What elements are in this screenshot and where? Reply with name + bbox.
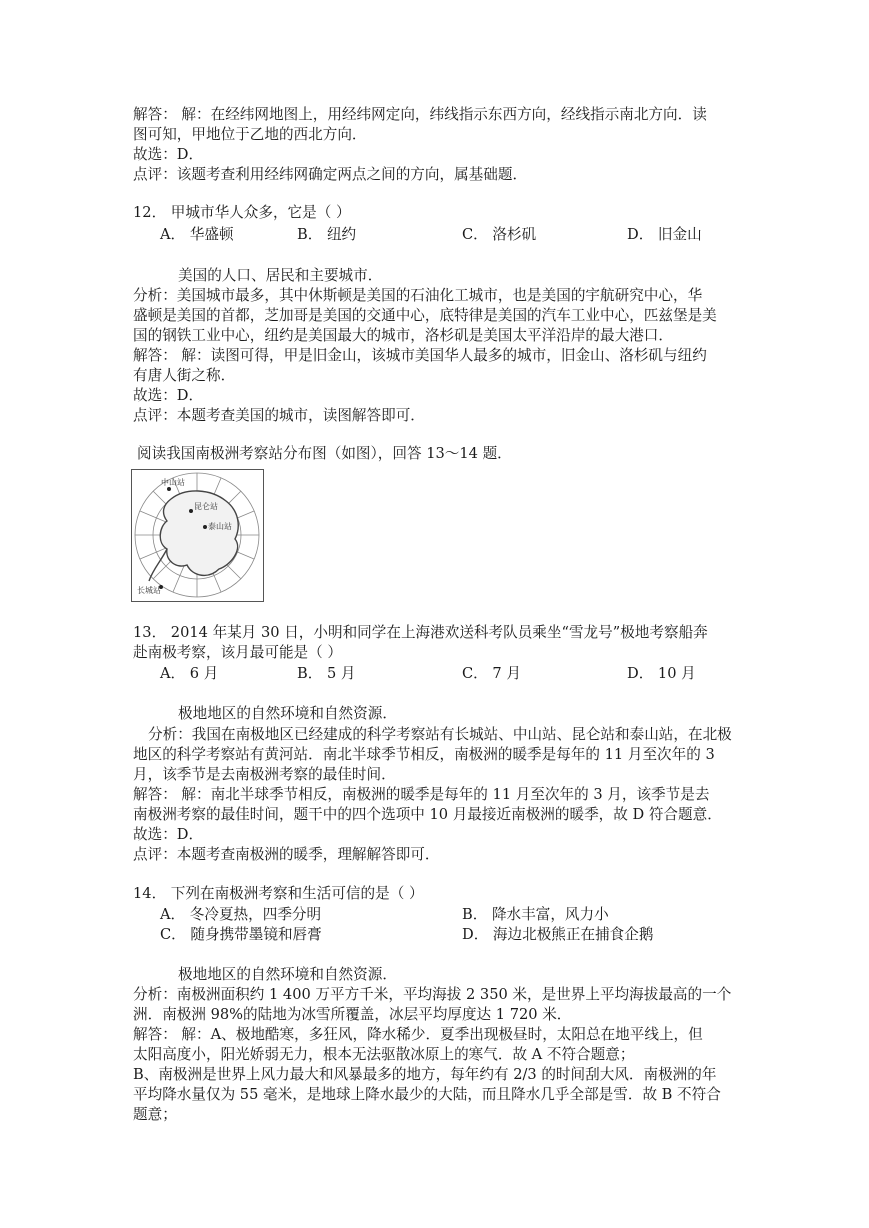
q12-answer-line-1: 解答： 解：读图可得，甲是旧金山，该城市美国华人最多的城市，旧金山、洛杉矶与纽约 <box>133 347 707 364</box>
q14-analysis-line-1: 分析：南极洲面积约 1 400 万平方千米，平均海拔 2 350 米，是世界上平均海拔最高的一个 <box>133 986 732 1003</box>
q13-comment: 点评：本题考查南极洲的暖季，理解解答即可． <box>133 846 440 863</box>
q14-option-b: B． 降水丰富，风力小 <box>462 906 609 923</box>
q13-choice: 故选：D． <box>133 826 204 843</box>
q12-analysis-line-2: 盛顿是美国的首都，芝加哥是美国的交通中心，底特律是美国的汽车工业中心，匹兹堡是美 <box>133 307 717 324</box>
q12-option-a: A． 华盛顿 <box>160 226 234 243</box>
q13-topic: 极地地区的自然环境和自然资源． <box>178 705 397 722</box>
q14-option-c: C． 随身携带墨镜和唇膏 <box>160 926 322 943</box>
q14-answer-line-4: 平均降水量仅为 55 毫米，是地球上降水最少的大陆，而且降水几乎全部是雪．故 B 不符合 <box>133 1086 721 1103</box>
q12-option-c: C． 洛杉矶 <box>462 226 537 243</box>
q14-answer-line-3: B、南极洲是世界上风力最大和风暴最多的地方，每年约有 2/3 的时间刮大风．南极洲的年 <box>133 1066 717 1083</box>
q13-analysis-line-1: 分析：我国在南极地区已经建成的科学考察站有长城站、中山站、昆仑站和泰山站，在北极 <box>148 726 732 743</box>
q12-topic: 美国的人口、居民和主要城市． <box>178 267 383 284</box>
q13-answer-line-1: 解答： 解：南北半球季节相反，南极洲的暖季是每年的 11 月至次年的 3 月，该季节是去 <box>133 786 710 803</box>
q12-option-d: D． 旧金山 <box>627 226 702 243</box>
q13-option-b: B． 5 月 <box>297 665 356 682</box>
q14-answer-line-5: 题意； <box>133 1106 177 1123</box>
q12-answer-line-2: 有唐人街之称． <box>133 367 236 384</box>
q14-answer-line-1: 解答： 解：A、极地酷寒，多狂风，降水稀少．夏季出现极昼时，太阳总在地平线上，但 <box>133 1026 703 1043</box>
q12-stem: 12． 甲城市华人众多，它是（ ） <box>133 204 351 221</box>
q14-option-a: A． 冬冷夏热，四季分明 <box>160 906 322 923</box>
q11-answer-line-1: 解答： 解：在经纬网地图上，用经纬网定向，纬线指示东西方向，经线指示南北方向．读 <box>133 106 707 123</box>
q14-answer-line-2: 太阳高度小，阳光娇弱无力，根本无法驱散冰原上的寒气．故 A 不符合题意； <box>133 1046 635 1063</box>
q13-stem-line-2: 赴南极考察，该月最可能是（ ） <box>133 644 342 661</box>
map-label-zhongshan: 中山站 <box>161 478 185 487</box>
q12-choice: 故选：D． <box>133 387 204 404</box>
q11-comment: 点评：该题考查利用经纬网确定两点之间的方向，属基础题． <box>133 166 528 183</box>
q13-analysis-line-2: 地区的科学考察站有黄河站．南北半球季节相反，南极洲的暖季是每年的 11 月至次年的 3 <box>133 746 715 763</box>
q14-stem: 14． 下列在南极洲考察和生活可信的是（ ） <box>133 885 424 902</box>
antarctica-stations-map <box>131 469 264 602</box>
q12-comment: 点评：本题考查美国的城市，读图解答即可． <box>133 407 425 424</box>
q12-option-b: B． 纽约 <box>297 226 357 243</box>
q13-option-c: C． 7 月 <box>462 665 521 682</box>
q12-analysis-line-3: 国的钢铁工业中心，纽约是美国最大的城市，洛杉矶是美国太平洋沿岸的最大港口． <box>133 327 673 344</box>
q11-answer-line-2: 图可知，甲地位于乙地的西北方向． <box>133 126 367 143</box>
q13-option-a: A． 6 月 <box>160 665 219 682</box>
q14-option-d: D． 海边北极熊正在捕食企鹅 <box>462 926 654 943</box>
q13-stem-line-1: 13． 2014 年某月 30 日，小明和同学在上海港欢送科考队员乘坐“雪龙号”极地考察船奔 <box>133 624 708 641</box>
q14-analysis-line-2: 洲．南极洲 98%的陆地为冰雪所覆盖，冰层平均厚度达 1 720 米． <box>133 1006 572 1023</box>
map-label-kunlun: 昆仑站 <box>194 502 218 511</box>
q13-analysis-line-3: 月，该季节是去南极洲考察的最佳时间． <box>133 766 396 783</box>
q12-analysis-line-1: 分析：美国城市最多，其中休斯顿是美国的石油化工城市，也是美国的宇航研究中心，华 <box>133 287 703 304</box>
map-label-changcheng: 长城站 <box>137 586 161 595</box>
q13-option-d: D． 10 月 <box>627 665 696 682</box>
q14-topic: 极地地区的自然环境和自然资源． <box>178 966 397 983</box>
q11-choice: 故选：D． <box>133 146 204 163</box>
reading-intro: 阅读我国南极洲考察站分布图（如图），回答 13～14 题． <box>137 445 512 462</box>
map-label-taishan: 泰山站 <box>208 522 232 531</box>
q13-answer-line-2: 南极洲考察的最佳时间，题干中的四个选项中 10 月最接近南极洲的暖季，故 D 符合题意． <box>133 806 722 823</box>
